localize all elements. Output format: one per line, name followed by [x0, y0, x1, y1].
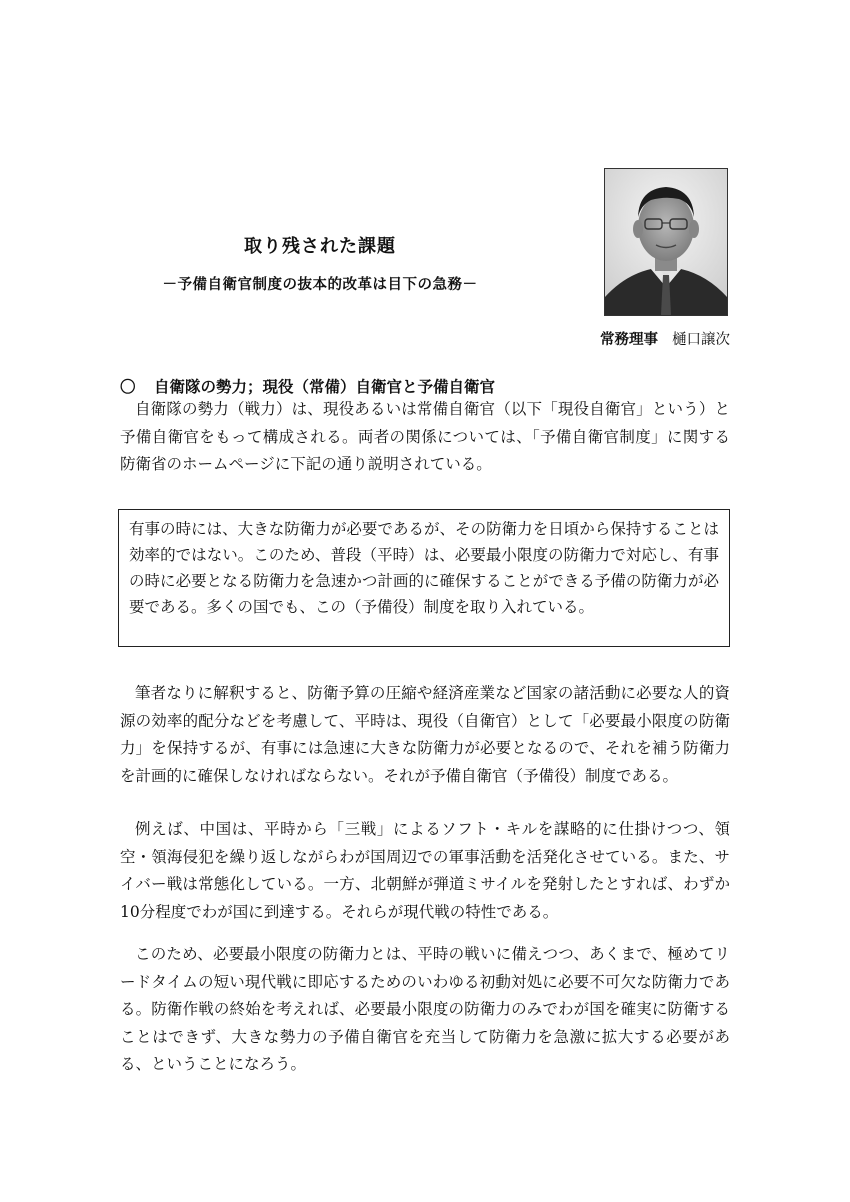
paragraph-1: 自衛隊の勢力（戦力）は、現役あるいは常備自衛官（以下「現役自衛官」という）と予備自衛官をもって構成される。両者の関係については、「予備自衛官制度」に関する防衛省のホームページに下記の通り説明されている。: [120, 400, 730, 473]
paragraph-4: このため、必要最小限度の防衛力とは、平時の戦いに備えつつ、あくまで、極めてリードタイムの短い現代戦に即応するためのいわゆる初動対処に必要不可欠な防衛力である。防衛作戦の終始を考えれば、必要最小限度の防衛力のみでわが国を確実に防衛することはできず、大きな勢力の予備自衛官を充当して防衛力を急激に拡大する必要がある、ということになろう。: [120, 945, 730, 1073]
quote-box: 有事の時には、大きな防衛力が必要であるが、その防衛力を日頃から保持することは効率的ではない。このため、普段（平時）は、必要最小限度の防衛力で対応し、有事の時に必要となる防衛力を急速かつ計画的に確保することができる予備の防衛力が必要である。多くの国でも、この（予備役）制度を取り入れている。: [118, 509, 730, 647]
author-photo: [604, 168, 728, 316]
author-name: 樋口譲次: [672, 332, 730, 348]
article-subtitle: －予備自衛官制度の抜本的改革は目下の急務－: [162, 277, 478, 293]
section-heading: [120, 375, 740, 397]
author-role: 常務理事: [600, 332, 658, 348]
author-line: [520, 328, 730, 349]
portrait-image: [605, 169, 727, 315]
article-title: 取り残された課題: [244, 236, 396, 257]
paragraph-3: 例えば、中国は、平時から「三戦」によるソフト・キルを謀略的に仕掛けつつ、領空・領海侵犯を繰り返しながらわが国周辺での軍事活動を活発化させている。また、サイバー戦は常態化している。一方、北朝鮮が弾道ミサイルを発射したとすれば、わずか10分程度でわが国に到達する。それらが現代戦の特性である。: [120, 820, 730, 921]
circle-mark-icon: 〇: [120, 378, 136, 396]
paragraph-2: 筆者なりに解釈すると、防衛予算の圧縮や経済産業など国家の諸活動に必要な人的資源の効率的配分などを考慮して、平時は、現役（自衛官）として「必要最小限度の防衛力」を保持するが、有事には急速に大きな防衛力が必要となるので、それを補う防衛力を計画的に確保しなければならない。それが予備自衛官（予備役）制度である。: [120, 684, 730, 785]
section-heading-text: 自衛隊の勢力；現役（常備）自衛官と予備自衛官: [154, 378, 496, 396]
